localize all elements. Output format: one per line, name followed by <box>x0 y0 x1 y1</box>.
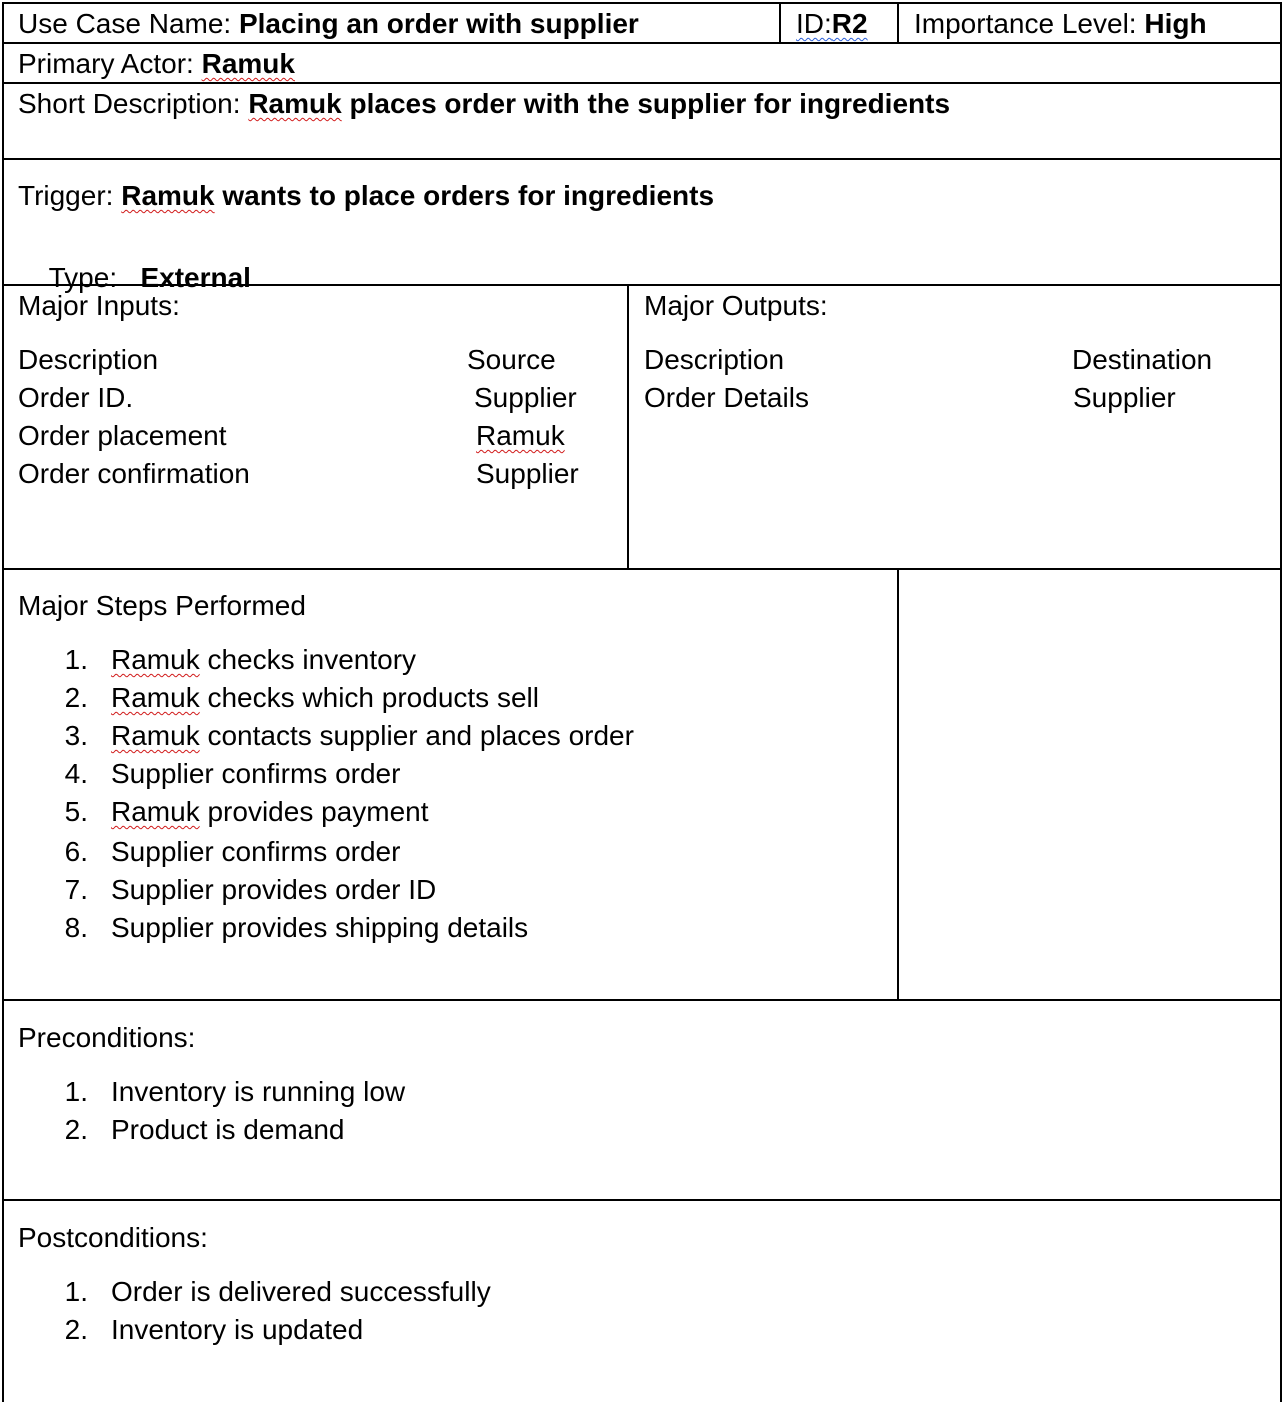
primary-actor <box>18 50 295 78</box>
input-row-description: Order ID. <box>18 382 134 413</box>
type-value: External <box>140 262 251 293</box>
header-divider-importance <box>897 2 899 43</box>
short-description-name: Ramuk <box>248 88 342 119</box>
input-row-description: Order confirmation <box>18 458 250 489</box>
step-text: Supplier provides order ID <box>111 874 437 905</box>
trigger-label: Trigger: <box>18 180 122 211</box>
output-row-description: Order Details <box>644 382 809 413</box>
step-number: 3. <box>64 720 88 751</box>
actor-value: Ramuk <box>201 48 295 79</box>
step-text: Supplier provides shipping details <box>111 912 529 943</box>
step-text: Ramuk checks inventory <box>111 644 417 675</box>
output-row-destination: Supplier <box>1073 382 1176 413</box>
divider-header <box>2 42 1282 44</box>
step-text: Ramuk contacts supplier and places order <box>111 720 634 751</box>
step-number: 1. <box>64 644 88 675</box>
importance-label: Importance Level: <box>914 8 1145 39</box>
step-number: 4. <box>64 758 88 789</box>
use-case-id <box>796 10 868 38</box>
short-description-value: places order with the supplier for ingredients <box>341 88 951 119</box>
precondition-text: Product is demand <box>111 1114 345 1145</box>
divider-description <box>2 158 1282 160</box>
postconditions-title: Postconditions: <box>18 1222 208 1253</box>
importance-value: High <box>1144 8 1207 39</box>
short-description <box>18 90 950 118</box>
divider-preconditions <box>2 1199 1282 1201</box>
precondition-text: Inventory is running low <box>111 1076 406 1107</box>
outputs-title: Major Outputs: <box>644 290 828 321</box>
input-row-source: Supplier <box>476 458 579 489</box>
inputs-col-source: Source <box>467 344 556 375</box>
step-text: Ramuk checks which products sell <box>111 682 539 713</box>
use-case-label: Use Case Name: <box>18 8 239 39</box>
divider-steps <box>2 999 1282 1001</box>
type-label: Type: <box>48 262 141 293</box>
trigger <box>18 182 714 210</box>
trigger-value: wants to place orders for ingredients <box>214 180 715 211</box>
short-description-label: Short Description: <box>18 88 249 119</box>
postcondition-text: Inventory is updated <box>111 1314 364 1345</box>
trigger-name: Ramuk <box>121 180 215 211</box>
use-case-value: Placing an order with supplier <box>238 8 639 39</box>
right-border <box>1280 2 1282 1402</box>
inputs-col-description: Description <box>18 344 159 375</box>
left-border <box>2 2 4 1402</box>
preconditions-title: Preconditions: <box>18 1022 196 1053</box>
id-label: ID: <box>796 8 832 39</box>
outputs-col-description: Description <box>644 344 785 375</box>
input-row-source: Supplier <box>474 382 577 413</box>
input-row-description: Order placement <box>18 420 227 451</box>
step-number: 8. <box>64 912 88 943</box>
top-border <box>2 2 1282 4</box>
inputs-title: Major Inputs: <box>18 290 180 321</box>
precondition-number: 2. <box>64 1114 88 1145</box>
id-value: R2 <box>831 8 868 39</box>
outputs-col-destination: Destination <box>1072 344 1213 375</box>
actor-label: Primary Actor: <box>18 48 202 79</box>
step-text: Supplier confirms order <box>111 836 401 867</box>
io-divider <box>627 284 629 569</box>
divider-io <box>2 568 1282 570</box>
input-row-source: Ramuk <box>476 420 565 451</box>
step-number: 2. <box>64 682 88 713</box>
step-text: Ramuk provides payment <box>111 796 429 827</box>
step-text: Supplier confirms order <box>111 758 401 789</box>
steps-divider <box>897 568 899 1000</box>
step-number: 7. <box>64 874 88 905</box>
step-number: 6. <box>64 836 88 867</box>
header-divider-id <box>779 2 781 43</box>
step-number: 5. <box>64 796 88 827</box>
postcondition-text: Order is delivered successfully <box>111 1276 491 1307</box>
importance-level <box>914 10 1207 38</box>
steps-title: Major Steps Performed <box>18 590 306 621</box>
divider-actor <box>2 82 1282 84</box>
postcondition-number: 2. <box>64 1314 88 1345</box>
use-case-name <box>18 10 639 38</box>
precondition-number: 1. <box>64 1076 88 1107</box>
postcondition-number: 1. <box>64 1276 88 1307</box>
